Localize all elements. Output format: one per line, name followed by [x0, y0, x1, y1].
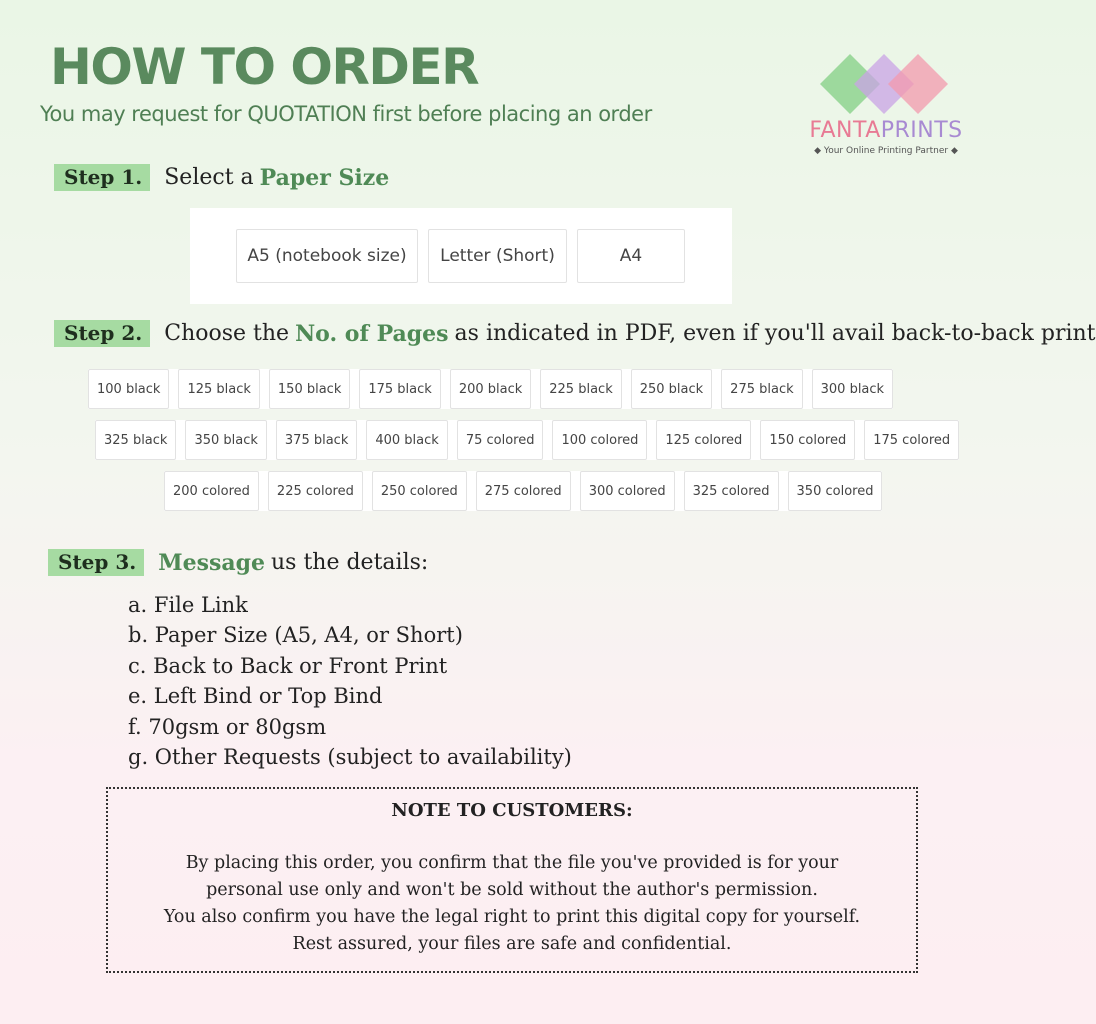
step3-highlight: Message — [158, 549, 265, 576]
list-item: c. Back to Back or Front Print — [128, 653, 448, 678]
page-subtitle: You may request for QUOTATION first before placing an order — [40, 102, 652, 126]
step1-heading — [54, 164, 395, 191]
brand-tagline: ◆ Your Online Printing Partner ◆ — [814, 146, 958, 156]
pages-option[interactable]: 125 black — [178, 369, 259, 409]
pages-option[interactable]: 275 black — [721, 369, 802, 409]
pages-options-row2 — [95, 420, 959, 460]
note-title: NOTE TO CUSTOMERS: — [391, 800, 633, 821]
paper-size-options — [190, 208, 732, 304]
diamond-logo-icon — [818, 52, 954, 116]
pages-option[interactable]: 350 colored — [788, 471, 883, 511]
brand-name-part2: PRINTS — [880, 118, 963, 143]
step2-highlight: No. of Pages — [295, 320, 449, 347]
pages-option[interactable]: 250 colored — [372, 471, 467, 511]
pages-option[interactable]: 225 colored — [268, 471, 363, 511]
list-item: f. 70gsm or 80gsm — [128, 714, 327, 739]
note-body — [108, 850, 916, 958]
step2-badge: Step 2. — [54, 320, 150, 347]
note-line: personal use only and won't be sold without the author's permission. — [206, 880, 818, 900]
pages-option[interactable]: 175 colored — [864, 420, 959, 460]
step2-heading — [54, 320, 1096, 347]
step1-prefix: Select a — [164, 165, 254, 190]
step2-suffix: as indicated in PDF, even if you'll avail back-to-back print — [454, 321, 1096, 346]
pages-options-row1 — [88, 369, 893, 409]
note-box — [106, 787, 918, 973]
list-item: b. Paper Size (A5, A4, or Short) — [128, 623, 463, 648]
details-list — [128, 590, 572, 772]
brand-logo — [798, 52, 974, 164]
note-line: You also confirm you have the legal right to print this digital copy for yourself. — [163, 907, 861, 927]
step1-highlight: Paper Size — [259, 164, 390, 191]
step3-badge: Step 3. — [48, 549, 144, 576]
paper-option-letter[interactable]: Letter (Short) — [428, 229, 567, 283]
pages-option[interactable]: 100 black — [88, 369, 169, 409]
pages-option[interactable]: 350 black — [185, 420, 266, 460]
pages-option[interactable]: 200 black — [450, 369, 531, 409]
step3-suffix: us the details: — [271, 550, 429, 575]
pages-option[interactable]: 150 black — [269, 369, 350, 409]
step2-prefix: Choose the — [164, 321, 290, 346]
pages-option[interactable]: 75 colored — [457, 420, 544, 460]
paper-option-a5[interactable]: A5 (notebook size) — [236, 229, 418, 283]
pages-option[interactable]: 275 colored — [476, 471, 571, 511]
page-title: HOW TO ORDER — [50, 38, 479, 96]
pages-option[interactable]: 325 black — [95, 420, 176, 460]
pages-option[interactable]: 300 black — [812, 369, 893, 409]
pages-option[interactable]: 375 black — [276, 420, 357, 460]
pages-options-row3 — [164, 471, 882, 511]
pages-option[interactable]: 325 colored — [684, 471, 779, 511]
brand-name — [798, 118, 974, 143]
pages-option[interactable]: 225 black — [540, 369, 621, 409]
pages-option[interactable]: 400 black — [366, 420, 447, 460]
pages-option[interactable]: 100 colored — [552, 420, 647, 460]
step1-badge: Step 1. — [54, 164, 150, 191]
pages-option[interactable]: 200 colored — [164, 471, 259, 511]
note-line: Rest assured, your files are safe and confidential. — [292, 934, 732, 954]
note-line: By placing this order, you confirm that the file you've provided is for your — [185, 853, 839, 873]
pages-option[interactable]: 150 colored — [760, 420, 855, 460]
list-item: g. Other Requests (subject to availability) — [128, 745, 572, 770]
list-item: e. Left Bind or Top Bind — [128, 684, 383, 709]
pages-option[interactable]: 250 black — [631, 369, 712, 409]
pages-option[interactable]: 175 black — [359, 369, 440, 409]
pages-option[interactable]: 300 colored — [580, 471, 675, 511]
list-item: a. File Link — [128, 593, 248, 617]
paper-option-a4[interactable]: A4 — [577, 229, 685, 283]
step3-heading — [48, 549, 428, 576]
pages-option[interactable]: 125 colored — [656, 420, 751, 460]
brand-name-part1: FANTA — [809, 118, 881, 143]
